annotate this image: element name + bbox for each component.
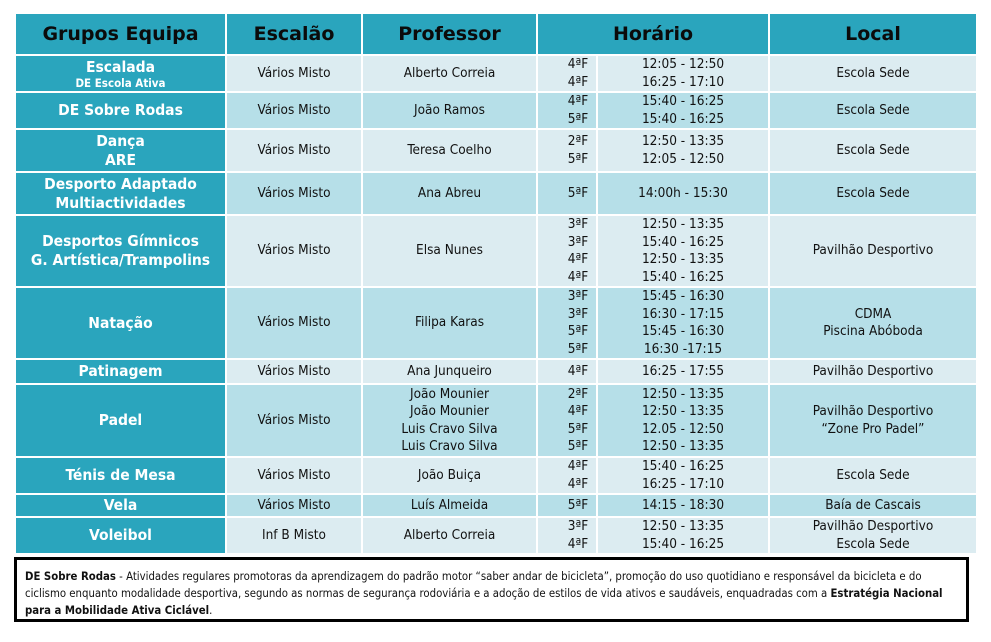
time-cell [597,359,769,384]
group-subtitle: DE Escola Ativa [75,76,166,90]
weekday: 5ªF [567,110,589,127]
footnote-text: Atividades regulares promotoras da aprendizagem do padrão motor “saber andar de bicicleta”, promoção do uso quotidiano e responsável da bicicleta e do ciclismo enquanto modalidade desportiva, segundo as normas de segurança rodoviária e a adoção de estilos de vida ativos e saudáveis, enquadradas com a [25,570,922,600]
time-cell [597,129,769,172]
professor-cell [362,55,537,92]
weekday: 4ªF [567,403,589,419]
weekday: 2ªF [567,385,589,402]
weekday: 4ªF [567,251,589,267]
table-row [15,359,977,384]
location: Pavilhão Desportivo [812,362,934,379]
location: Escola Sede [836,535,910,552]
escalao-cell: Vários Misto [226,92,362,129]
weekday: 4ªF [567,362,589,379]
location: Pavilhão Desportivo [812,403,934,419]
time-range: 12:05 - 12:50 [641,56,725,72]
weekday: 5ªF [567,184,589,201]
local-cell [769,517,977,554]
time-cell [597,287,769,359]
group-name-cell [15,172,226,215]
professor-name: Elsa Nunes [416,242,483,259]
location: Pavilhão Desportivo [812,518,934,534]
header-local: Local [769,13,977,55]
weekday: 3ªF [567,518,589,534]
escalao-cell: Vários Misto [226,359,362,384]
location: Escola Sede [836,466,910,483]
escalao-cell: Vários Misto [226,172,362,215]
group-name: Ténis de Mesa [65,466,176,484]
table-row [15,287,977,359]
table-row [15,172,977,215]
time-range: 15:45 - 16:30 [641,288,725,304]
professor-name: Filipa Karas [414,314,485,331]
professor-name: Luis Cravo Silva [401,438,498,454]
escalao-cell: Vários Misto [226,457,362,494]
escalao-cell: Vários Misto [226,287,362,359]
time-range: 12:50 - 13:35 [641,385,725,402]
local-cell [769,457,977,494]
group-name: Natação [88,313,153,332]
professor-cell [362,359,537,384]
time-range: 16:25 - 17:55 [641,362,725,379]
header-escalao: Escalão [226,13,362,55]
time-range: 15:40 - 16:25 [641,93,725,109]
weekday: 2ªF [567,133,589,149]
table-row [15,517,977,554]
day-cell [537,55,597,92]
table-row [15,92,977,129]
day-cell [537,92,597,129]
professor-name: Ana Junqueiro [407,362,492,379]
time-range: 15:40 - 16:25 [641,110,725,127]
time-range: 15:40 - 16:25 [641,458,725,474]
professor-name: Luís Almeida [410,496,489,513]
group-name: Desportos Gímnicos [42,232,199,250]
time-cell [597,215,769,287]
group-name-cell [15,457,226,494]
footnote-dash: - [115,570,127,583]
location: Escola Sede [836,184,910,201]
time-range: 16:30 -17:15 [643,340,723,357]
professor-name: Luis Cravo Silva [401,420,498,437]
weekday: 4ªF [567,268,589,285]
professor-name: Teresa Coelho [407,141,492,158]
time-range: 16:30 - 17:15 [641,305,725,322]
escalao-cell: Vários Misto [226,215,362,287]
weekday: 5ªF [567,150,589,167]
time-range: 12.05 - 12:50 [642,420,724,437]
professor-cell [362,494,537,517]
table-row [15,129,977,172]
group-name: Patinagem [78,362,163,380]
escalao-cell: Vários Misto [226,129,362,172]
professor-cell [362,384,537,457]
professor-cell [362,517,537,554]
group-name-cell [15,384,226,457]
weekday: 4ªF [567,458,589,474]
weekday: 3ªF [567,305,589,322]
day-cell [537,494,597,517]
local-cell [769,494,977,517]
local-cell [769,215,977,287]
weekday: 4ªF [567,93,589,109]
location: Baía de Cascais [825,496,921,513]
group-name: Vela [103,496,138,514]
time-cell [597,457,769,494]
weekday: 4ªF [567,56,589,72]
escalao-cell: Inf B Misto [226,517,362,554]
weekday: 4ªF [567,475,589,492]
location: Escola Sede [836,64,910,81]
weekday: 3ªF [567,216,589,232]
time-range: 15:40 - 16:25 [641,268,725,285]
group-name: ARE [104,150,137,169]
local-cell [769,129,977,172]
time-range: 12:50 - 13:35 [641,403,725,419]
location: Escola Sede [836,101,910,118]
day-cell [537,359,597,384]
location: CDMA [854,305,892,322]
day-cell [537,129,597,172]
table-row [15,494,977,517]
group-name: Multiactividades [55,193,186,212]
professor-cell [362,129,537,172]
group-name-cell [15,92,226,129]
day-cell [537,384,597,457]
location: “Zone Pro Padel” [821,420,925,437]
time-cell [597,517,769,554]
schedule-body [15,55,977,554]
group-name-cell [15,517,226,554]
group-name: Padel [98,411,143,429]
time-range: 16:25 - 17:10 [641,475,725,492]
escalao-cell: Vários Misto [226,384,362,457]
footnote-box [14,557,969,622]
day-cell [537,517,597,554]
professor-cell [362,457,537,494]
weekday: 3ªF [567,288,589,304]
professor-name: Alberto Correia [403,526,496,543]
professor-name: Ana Abreu [417,184,482,201]
footnote-strategy: Estratégia Nacional para a Mobilidade Ativa Ciclável [25,587,943,617]
location: Pavilhão Desportivo [812,242,934,259]
group-name-cell [15,215,226,287]
time-cell [597,55,769,92]
weekday: 5ªF [567,496,589,513]
location: Piscina Abóboda [823,323,923,339]
time-cell [597,494,769,517]
local-cell [769,384,977,457]
time-range: 15:45 - 16:30 [641,323,725,339]
time-cell [597,92,769,129]
time-range: 12:50 - 13:35 [641,438,725,454]
day-cell [537,172,597,215]
table-row [15,384,977,457]
weekday: 5ªF [567,438,589,454]
group-name-cell [15,287,226,359]
weekday: 5ªF [567,420,589,437]
table-row [15,215,977,287]
local-cell [769,92,977,129]
group-name: Escalada [85,58,156,76]
group-name-cell [15,359,226,384]
location: Escola Sede [836,141,910,158]
weekday: 3ªF [567,233,589,250]
time-range: 12:05 - 12:50 [641,150,725,167]
time-range: 15:40 - 16:25 [641,233,725,250]
group-name: G. Artística/Trampolins [30,251,211,269]
local-cell [769,172,977,215]
time-range: 16:25 - 17:10 [641,73,725,90]
escalao-cell: Vários Misto [226,55,362,92]
time-range: 12:50 - 13:35 [641,133,725,149]
table-row [15,55,977,92]
header-grupos: Grupos Equipa [15,13,226,55]
header-row [15,13,977,55]
time-range: 12:50 - 13:35 [641,216,725,232]
header-professor: Professor [362,13,537,55]
professor-cell [362,287,537,359]
weekday: 4ªF [567,73,589,90]
table-row [15,457,977,494]
weekday: 5ªF [567,340,589,357]
group-name: Voleibol [89,526,152,544]
group-name: Desporto Adaptado [44,174,197,193]
time-range: 12:50 - 13:35 [641,251,725,267]
footnote-term: DE Sobre Rodas [25,570,116,583]
footnote-end: . [209,604,213,617]
weekday: 4ªF [567,535,589,552]
group-name: Dança [96,131,145,150]
day-cell [537,287,597,359]
professor-name: João Ramos [414,101,485,118]
time-cell [597,172,769,215]
time-range: 15:40 - 16:25 [641,535,725,552]
professor-cell [362,215,537,287]
professor-name: João Mounier [410,385,489,402]
schedule-table [14,12,978,555]
group-name: DE Sobre Rodas [58,101,183,119]
local-cell [769,359,977,384]
header-horario: Horário [537,13,769,55]
professor-name: João Buiça [417,466,482,483]
group-name-cell [15,494,226,517]
escalao-cell: Vários Misto [226,494,362,517]
time-range: 12:50 - 13:35 [641,518,725,534]
professor-name: Alberto Correia [403,64,496,81]
time-range: 14:15 - 18:30 [641,496,725,513]
local-cell [769,287,977,359]
professor-cell [362,92,537,129]
professor-name: João Mounier [410,403,489,419]
day-cell [537,215,597,287]
day-cell [537,457,597,494]
group-name-cell [15,55,226,92]
weekday: 5ªF [567,323,589,339]
local-cell [769,55,977,92]
professor-cell [362,172,537,215]
time-range: 14:00h - 15:30 [638,184,728,201]
time-cell [597,384,769,457]
group-name-cell [15,129,226,172]
